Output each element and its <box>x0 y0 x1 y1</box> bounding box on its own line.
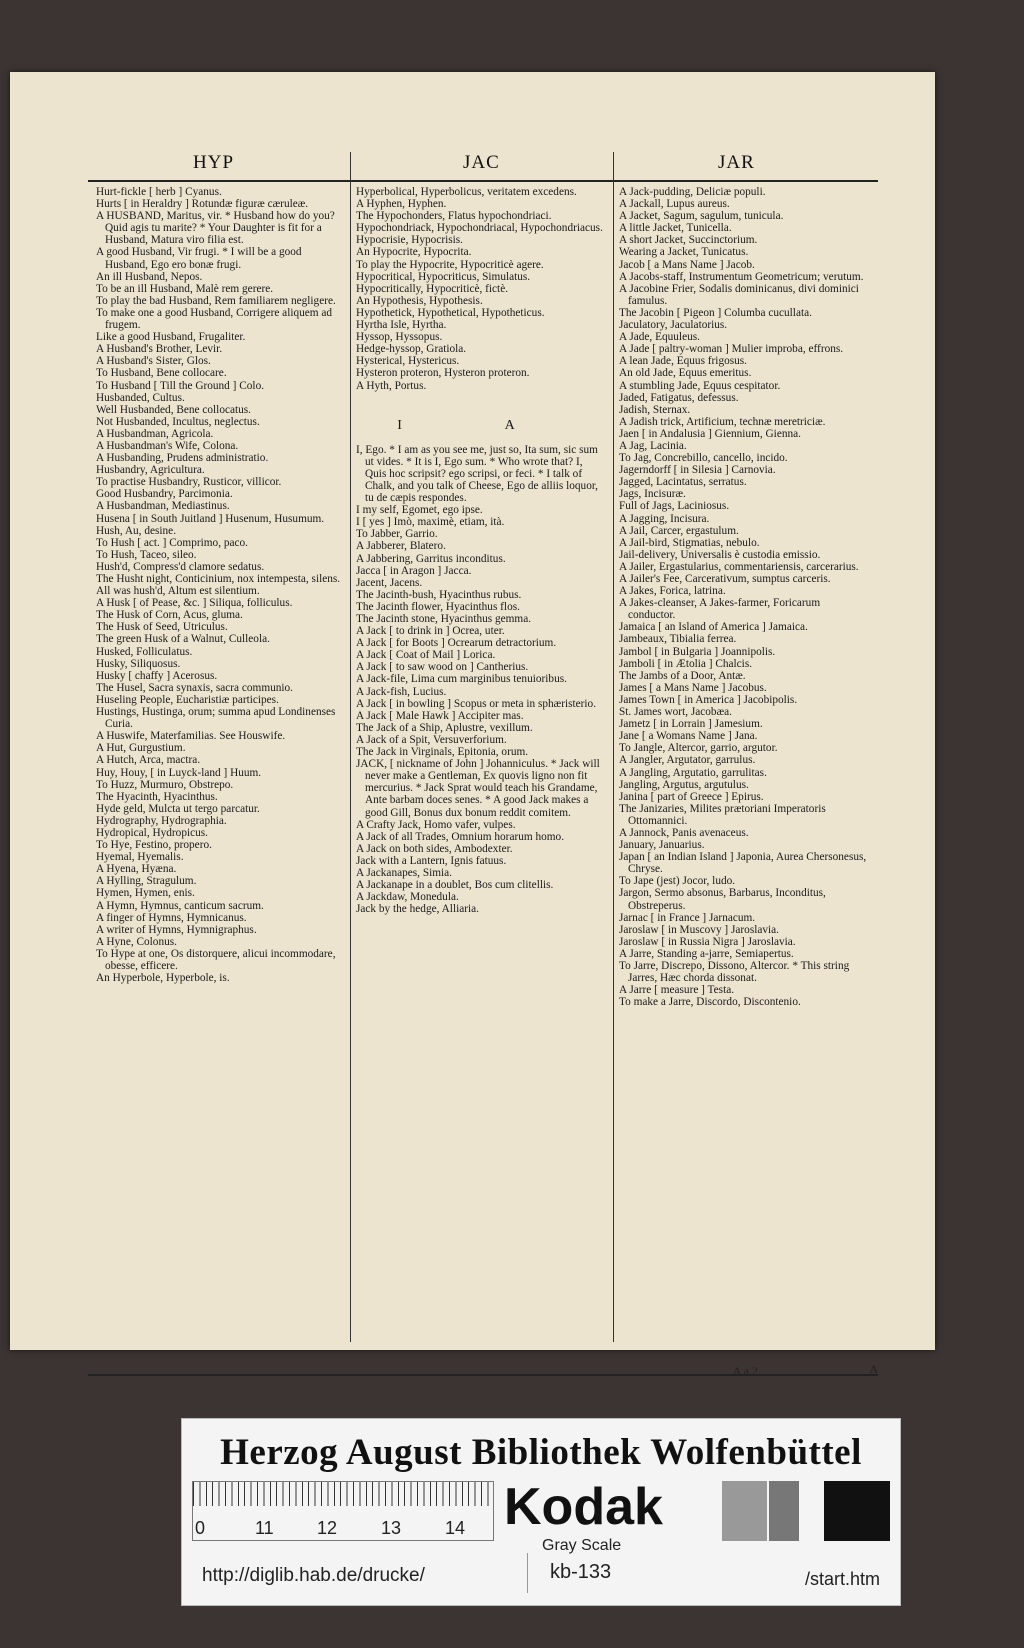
dictionary-entry: Not Husbanded, Incultus, neglectus. <box>96 415 260 428</box>
dictionary-entry: A Jail-bird, Stigmatias, nebulo. <box>619 536 760 549</box>
catchword: A <box>869 1362 878 1376</box>
dictionary-entry: Wearing a Jacket, Tunicatus. <box>619 246 749 259</box>
dictionary-entry: Husena [ in South Juitland ] Husenum, Husumum. <box>96 512 325 525</box>
dictionary-entry: The Hyacinth, Hyacinthus. <box>96 790 218 803</box>
dictionary-entry: The Husht night, Conticinium, nox intempesta, silens. <box>96 573 341 585</box>
dictionary-entry: A Jagging, Incisura. <box>619 512 710 525</box>
dictionary-entry: Hustings, Hustinga, orum; summa apud Londinenses Curia. <box>96 706 336 731</box>
dictionary-entry: To Jarre, Discrepo, Dissono, Altercor. * This string Jarres, Hæc chorda dissonat. <box>619 960 850 985</box>
ruler-number: 0 <box>195 1518 206 1538</box>
dictionary-entry: A Jabberer, Blatero. <box>356 540 446 553</box>
dictionary-entry: A Jackdaw, Monedula. <box>356 891 459 904</box>
dictionary-entry: All was hush'd, Altum est silentium. <box>96 585 260 598</box>
ruler-number: 13 <box>381 1518 402 1538</box>
dictionary-entry: A Hymn, Hymnus, canticum sacrum. <box>96 899 264 912</box>
dictionary-entry: A Crafty Jack, Homo vafer, vulpes. <box>356 818 516 831</box>
dictionary-entry: A Jabbering, Garritus inconditus. <box>356 552 506 565</box>
dictionary-entry: The Jacinth stone, Hyacinthus gemma. <box>356 613 532 625</box>
gray-swatch-dark <box>824 1481 890 1541</box>
dictionary-entry: Hydropical, Hydropicus. <box>96 826 209 839</box>
dictionary-entry: Hush, Au, desine. <box>96 524 177 537</box>
dictionary-entry: A Jack [ Male Hawk ] Accipiter mas. <box>356 709 524 722</box>
header-left: HYP <box>193 152 235 173</box>
card-divider <box>527 1553 528 1593</box>
dictionary-entry: An Hyperbole, Hyperbole, is. <box>96 972 230 985</box>
dictionary-entry: A stumbling Jade, Equus cespitator. <box>619 379 781 392</box>
dictionary-entry: A Hutch, Arca, mactra. <box>96 754 201 767</box>
dictionary-entry: Jaculatory, Jaculatorius. <box>619 319 728 332</box>
dictionary-entry: A Jarre, Standing a-jarre, Semiapertus. <box>619 947 794 960</box>
dictionary-entry: Like a good Husband, Frugaliter. <box>96 331 246 344</box>
kodak-logo: Kodak <box>504 1478 663 1536</box>
dictionary-entry: Jarnac [ in France ] Jarnacum. <box>619 911 756 924</box>
ruler-number: 11 <box>255 1518 274 1538</box>
dictionary-entry: A lean Jade, Equus frigosus. <box>619 355 748 368</box>
dictionary-entry: To practise Husbandry, Rusticor, villicor. <box>96 476 282 489</box>
dictionary-entry: A Hyth, Portus. <box>356 379 427 392</box>
library-name: Herzog August Bibliothek Wolfenbüttel <box>220 1432 862 1473</box>
header-right: JAR <box>718 152 755 173</box>
dictionary-entry: JACK, [ nickname of John ] Johanniculus. * Jack will never make a Gentleman, Ex quovis ligno non fit mercurius. * Jack Sprat would teach his Grandame, Ante barbam doces senes. * A good Jack makes a good Gill, Bonus dux bonum reddit comitem. <box>356 758 600 819</box>
dictionary-entry: Hedge-hyssop, Gratiola. <box>356 343 467 356</box>
dictionary-entry: Hysterical, Hystericus. <box>356 355 460 368</box>
dictionary-entry: A Jack of all Trades, Omnium horarum homo. <box>356 830 565 843</box>
dictionary-entry: Hydrography, Hydrographia. <box>96 814 227 827</box>
dictionary-entry: Well Husbanded, Bene collocatus. <box>96 403 252 416</box>
dictionary-entry: Husbandry, Agricultura. <box>96 464 205 477</box>
dictionary-entry: To Jape (jest) Jocor, ludo. <box>619 875 736 888</box>
dictionary-entry: A Jangling, Argutatio, garrulitas. <box>619 766 767 779</box>
book-page <box>10 72 935 1378</box>
dictionary-entry: A Jarre [ measure ] Testa. <box>619 984 735 997</box>
dictionary-entry: Japan [ an Indian Island ] Japonia, Aurea Chersonesus, Chryse. <box>619 851 867 876</box>
dictionary-entry: To Hush, Taceo, sileo. <box>96 548 197 561</box>
dictionary-entry: A Jack on both sides, Ambodexter. <box>356 842 513 855</box>
header-center: JAC <box>463 152 500 173</box>
dictionary-entry: James [ a Mans Name ] Jacobus. <box>619 681 767 694</box>
dictionary-entry: Hypothetick, Hypothetical, Hypotheticus. <box>356 306 545 319</box>
dictionary-entry: A short Jacket, Succinctorium. <box>619 234 758 247</box>
dictionary-entry: Jadish, Sternax. <box>619 403 691 416</box>
dictionary-entry: A Jack of a Spit, Versuverforium. <box>356 733 507 746</box>
dictionary-entry: Jaen [ in Andalusia ] Giennium, Gienna. <box>619 427 801 440</box>
dictionary-entry: A Husbandman, Mediastinus. <box>96 500 230 513</box>
dictionary-entry: Jambeaux, Tibialia ferrea. <box>619 633 737 646</box>
dictionary-entry: I [ yes ] Imò, maximè, etiam, ità. <box>356 516 505 529</box>
dictionary-entry: Jack by the hedge, Alliaria. <box>356 903 479 916</box>
column-right <box>619 186 869 1340</box>
dictionary-entry: A Jade, Equuleus. <box>619 331 700 344</box>
dictionary-entry: A Jag, Lacinia. <box>619 439 687 452</box>
dictionary-entry: A Hyne, Colonus. <box>96 935 177 948</box>
dictionary-entry: To Husband [ Till the Ground ] Colo. <box>96 379 265 392</box>
dictionary-entry: Jamboli [ in Ætolia ] Chalcis. <box>619 657 753 670</box>
library-target-card <box>181 1418 901 1606</box>
dictionary-entry: A Jacobs-staff, Instrumentum Geometricum; verutum. <box>619 270 864 283</box>
dictionary-entry: The green Husk of a Walnut, Culleola. <box>96 633 270 646</box>
dictionary-entry: Jail-delivery, Universalis è custodia emissio. <box>619 548 821 561</box>
dictionary-entry: A Husband's Brother, Levir. <box>96 343 223 356</box>
dictionary-entry: To Hype at one, Os distorquere, alicui incommodare, obesse, efficere. <box>96 947 336 972</box>
dictionary-entry: Jack with a Lantern, Ignis fatuus. <box>356 854 507 867</box>
dictionary-entry: To Huzz, Murmuro, Obstrepo. <box>96 778 234 791</box>
dictionary-entry: Husky, Siliquosus. <box>96 657 181 670</box>
dictionary-entry: Jaroslaw [ in Muscovy ] Jaroslavia. <box>619 923 780 936</box>
dictionary-entry: The Husk of Corn, Acus, gluma. <box>96 609 243 622</box>
dictionary-entry: A Jackanape in a doublet, Bos cum clitellis. <box>356 879 554 892</box>
dictionary-entry: I, Ego. * I am as you see me, just so, Ita sum, sic sum ut vides. * It is I, Ego sum. * Who wrote that? I, Quis hoc scripsit? ego scripsi, or feci. * I talk of Chalk, and you talk of Cheese, Ego de alliis loquor, tu de cæpis respondes. <box>356 443 598 505</box>
dictionary-entry: Hush'd, Compress'd clamore sedatus. <box>96 560 265 573</box>
dictionary-entry: Huseling People, Eucharistiæ participes. <box>96 693 279 706</box>
ruler-number: 12 <box>317 1518 338 1538</box>
gray-swatch-mid <box>769 1481 799 1541</box>
dictionary-entry: Hypocritically, Hypocriticè, fictè. <box>356 282 509 295</box>
dictionary-entry: Hyssop, Hyssopus. <box>356 331 443 344</box>
dictionary-entry: Husked, Folliculatus. <box>96 645 193 658</box>
dictionary-entry: A Jail, Carcer, ergastulum. <box>619 524 739 537</box>
dictionary-entry: A Jack [ Coat of Mail ] Lorica. <box>356 649 496 662</box>
column-rule-right <box>613 152 614 1342</box>
dictionary-entry: Hypocrisie, Hypocrisis. <box>356 234 463 247</box>
dictionary-entry: To Jangle, Altercor, garrio, argutor. <box>619 742 778 755</box>
dictionary-entry: A Jackanapes, Simia. <box>356 866 453 879</box>
dictionary-entry: A Jack [ for Boots ] Ocrearum detractorium. <box>356 637 557 650</box>
dictionary-entry: A Jack [ in bowling ] Scopus or meta in sphæristerio. <box>356 697 597 710</box>
dictionary-entry: St. James wort, Jacobæa. <box>619 706 732 719</box>
dictionary-entry: Hypocritical, Hypocriticus, Simulatus. <box>356 270 531 283</box>
dictionary-entry: A Hyena, Hyæna. <box>96 863 177 876</box>
dictionary-entry: To play the bad Husband, Rem familiarem negligere. <box>96 294 336 307</box>
dictionary-entry: The Jacobin [ Pigeon ] Columba cucullata. <box>619 306 812 319</box>
dictionary-entry: A Jack [ to drink in ] Ocrea, uter. <box>356 625 505 638</box>
dictionary-entry: A HUSBAND, Maritus, vir. * Husband how do you? Quid agis tu marite? * Your Daughter is fit for a Husband, Matura viro filia est. <box>96 210 335 247</box>
dictionary-entry: The Hypochonders, Flatus hypochondriaci. <box>356 210 552 223</box>
dictionary-entry: To be an ill Husband, Malè rem gerere. <box>96 282 274 295</box>
dictionary-entry: Good Husbandry, Parcimonia. <box>96 488 233 501</box>
dictionary-entry: A Jadish trick, Artificium, technæ meretriciæ. <box>619 415 826 428</box>
dictionary-entry: Hyde geld, Mulcta ut tergo parcatur. <box>96 802 260 815</box>
dictionary-entry: An ill Husband, Nepos. <box>96 270 203 283</box>
dictionary-entry: Janina [ part of Greece ] Epirus. <box>619 790 764 803</box>
dictionary-entry: Hypochondriack, Hypochondriacal, Hypochondriacus. <box>356 222 603 235</box>
gray-scale-label: Gray Scale <box>542 1537 622 1554</box>
dictionary-entry: Jacca [ in Aragon ] Jacca. <box>356 564 472 577</box>
ruler <box>192 1481 494 1541</box>
dictionary-entry: Jamaica [ an Island of America ] Jamaica. <box>619 621 808 634</box>
dictionary-entry: A Jack-pudding, Deliciæ populi. <box>619 186 766 198</box>
dictionary-entry: Jagged, Lacintatus, serratus. <box>619 476 747 489</box>
dictionary-entry: The Jacinth flower, Hyacinthus flos. <box>356 600 520 613</box>
dictionary-entry: A Jack-file, Lima cum marginibus tenuioribus. <box>356 673 567 686</box>
dictionary-entry: A Jacobine Frier, Sodalis dominicanus, divi dominici famulus. <box>619 282 859 307</box>
dictionary-entry: The Jambs of a Door, Antæ. <box>619 669 746 682</box>
dictionary-entry: The Husk of Seed, Utriculus. <box>96 621 228 634</box>
dictionary-entry: A Husband's Sister, Glos. <box>96 355 211 368</box>
dictionary-entry: Hyperbolical, Hyperbolicus, veritatem excedens. <box>356 186 577 198</box>
gray-swatch-light <box>722 1481 767 1541</box>
column-middle <box>356 186 606 1340</box>
dictionary-entry: The Jack of a Ship, Aplustre, vexillum. <box>356 721 533 734</box>
dictionary-entry: Jangling, Argutus, argutulus. <box>619 778 749 791</box>
dictionary-entry: A Jacket, Sagum, sagulum, tunicula. <box>619 210 784 223</box>
dictionary-entry: A Jannock, Panis avenaceus. <box>619 826 749 839</box>
dictionary-entry: The Jacinth-bush, Hyacinthus rubus. <box>356 588 522 601</box>
signature-mark: A a 2 <box>732 1364 758 1378</box>
dictionary-entry: A Jakes, Forica, latrina. <box>619 585 726 598</box>
running-head <box>88 152 878 182</box>
dictionary-entry: Jane [ a Womans Name ] Jana. <box>619 730 758 743</box>
dictionary-entry: Hurt-fickle [ herb ] Cyanus. <box>96 186 222 198</box>
dictionary-entry: Jaded, Fatigatus, defessus. <box>619 391 739 404</box>
shelfmark: kb-133 <box>550 1561 612 1583</box>
dictionary-entry: Hyrtha Isle, Hyrtha. <box>356 319 447 332</box>
dictionary-entry: Huy, Houy, [ in Luyck-land ] Huum. <box>96 766 262 779</box>
dictionary-entry: To play the Hypocrite, Hypocriticè agere. <box>356 258 544 271</box>
dictionary-entry: An Hypocrite, Hypocrita. <box>356 246 472 259</box>
dictionary-entry: To Hye, Festino, propero. <box>96 839 212 852</box>
dictionary-entry: The Jack in Virginals, Epitonia, orum. <box>356 746 529 759</box>
section-heading: I A <box>397 417 565 433</box>
dictionary-entry: Husbanded, Cultus. <box>96 391 185 404</box>
source-url: http://diglib.hab.de/drucke/ <box>202 1565 425 1586</box>
dictionary-entry: A Jailer, Ergastularius, commentariensis, carcerarius. <box>619 560 859 573</box>
dictionary-entry: A Jangler, Argutator, garrulus. <box>619 754 756 767</box>
dictionary-entry: A finger of Hymns, Hymnicanus. <box>96 911 247 924</box>
dictionary-entry: A Husbandman's Wife, Colona. <box>96 439 239 452</box>
dictionary-entry: A Hut, Gurgustium. <box>96 742 186 755</box>
dictionary-entry: Full of Jags, Laciniosus. <box>619 500 730 513</box>
dictionary-entry: An Hypothesis, Hypothesis. <box>356 294 483 307</box>
dictionary-entry: To Hush [ act. ] Comprimo, paco. <box>96 536 249 549</box>
dictionary-entry: Jametz [ in Lorrain ] Jamesium. <box>619 718 763 731</box>
dictionary-entry: A little Jacket, Tunicella. <box>619 222 732 235</box>
dictionary-entry: January, Januarius. <box>619 839 705 852</box>
column-left <box>96 186 346 1340</box>
dictionary-entry: The Janizaries, Milites prætoriani Imperatoris Ottomannici. <box>619 802 826 827</box>
dictionary-entry: I my self, Egomet, ego ipse. <box>356 504 483 517</box>
dictionary-entry: A writer of Hymns, Hymnigraphus. <box>96 923 257 936</box>
ruler-number: 14 <box>445 1518 466 1538</box>
dictionary-entry: A Huswife, Materfamilias. See Houswife. <box>96 730 286 743</box>
dictionary-entry: Husky [ chaffy ] Acerosus. <box>96 669 218 682</box>
dictionary-entry: Jags, Incisuræ. <box>619 488 686 501</box>
dictionary-entry: A Jack [ to saw wood on ] Cantherius. <box>356 661 529 674</box>
dictionary-entry: Hymen, Hymen, enis. <box>96 887 195 900</box>
dictionary-entry: Jambol [ in Bulgaria ] Joannipolis. <box>619 645 776 658</box>
dictionary-entry: A Jade [ paltry-woman ] Mulier improba, effrons. <box>619 343 844 356</box>
dictionary-entry: Jacent, Jacens. <box>356 576 423 589</box>
dictionary-entry: A Jackall, Lupus aureus. <box>619 198 730 211</box>
footer-rule <box>88 1374 878 1376</box>
dictionary-entry: To Jag, Concrebillo, cancello, incido. <box>619 452 788 465</box>
dictionary-entry: To make a Jarre, Discordo, Discontenio. <box>619 996 801 1009</box>
dictionary-entry: To make one a good Husband, Corrigere aliquem ad frugem. <box>96 306 333 332</box>
dictionary-entry: The Husel, Sacra synaxis, sacra communio. <box>96 681 294 694</box>
dictionary-entry: To Husband, Bene collocare. <box>96 367 227 380</box>
dictionary-entry: Jagerndorff [ in Silesia ] Carnovia. <box>619 464 776 477</box>
dictionary-entry: An old Jade, Equus emeritus. <box>619 367 752 380</box>
dictionary-entry: To Jabber, Garrio. <box>356 528 438 541</box>
column-rule-left <box>350 152 351 1342</box>
dictionary-entry: A Hyphen, Hyphen. <box>356 198 447 211</box>
dictionary-entry: Jaroslaw [ in Russia Nigra ] Jaroslavia. <box>619 935 796 948</box>
page-content <box>88 152 878 1382</box>
dictionary-entry: Jargon, Sermo absonus, Barbarus, Inconditus, Obstreperus. <box>619 887 826 912</box>
dictionary-entry: Hysteron proteron, Hysteron proteron. <box>356 367 530 380</box>
dictionary-entry: Hyemal, Hyemalis. <box>96 851 184 864</box>
dictionary-entry: A Husk [ of Pease, &c. ] Siliqua, folliculus. <box>96 597 293 610</box>
dictionary-entry: A Jakes-cleanser, A Jakes-farmer, Foricarum conductor. <box>619 597 821 622</box>
dictionary-entry: Jacob [ a Mans Name ] Jacob. <box>619 258 755 271</box>
dictionary-entry: A Husbandman, Agricola. <box>96 427 214 440</box>
dictionary-entry: A Hylling, Stragulum. <box>96 875 197 888</box>
dictionary-entry: A Husbanding, Prudens administratio. <box>96 452 269 465</box>
dictionary-entry: A Jailer's Fee, Carcerativum, sumptus carceris. <box>619 573 831 585</box>
dictionary-entry: Hurts [ in Heraldry ] Rotundæ figuræ cæruleæ. <box>96 198 309 211</box>
dictionary-entry: A Jack-fish, Lucius. <box>356 685 447 698</box>
start-path: /start.htm <box>804 1569 880 1589</box>
dictionary-entry: A good Husband, Vir frugi. * I will be a good Husband, Ego ero bonæ frugi. <box>96 246 302 271</box>
dictionary-entry: James Town [ in America ] Jacobipolis. <box>619 693 798 706</box>
